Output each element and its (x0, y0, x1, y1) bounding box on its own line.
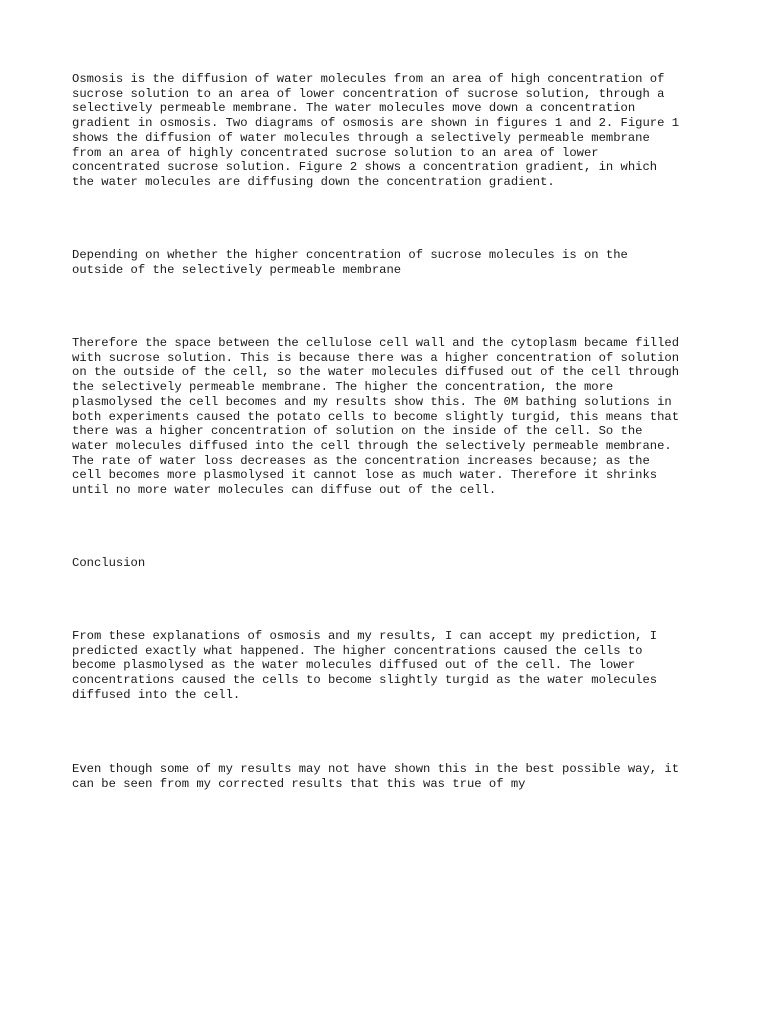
results-explanation-paragraph: Therefore the space between the cellulose cell wall and the cytoplasm became filled with sucrose solution. This is because there was a higher concentration of solution on the outside of the cell, so the water molecules diffused out of the cell through the selectively permeable membrane. The higher the concentration, the more plasmolysed the cell becomes and my results show this. The 0M bathing solutions in both experiments caused the potato cells to become slightly turgid, this means that there was a higher concentration of solution on the inside of the cell. So the water molecules diffused into the cell through the selectively permeable membrane. The rate of water loss decreases as the concentration increases because; as the cell becomes more plasmolysed it cannot lose as much water. Therefore it shrinks until no more water molecules can diffuse out of the cell. (72, 336, 680, 498)
concentration-dependency-paragraph: Depending on whether the higher concentration of sucrose molecules is on the outside of the selectively permeable membrane (72, 248, 628, 277)
conclusion-heading: Conclusion (72, 556, 146, 570)
conclusion-paragraph: From these explanations of osmosis and my results, I can accept my prediction, I predicted exactly what happened. The higher concentrations caused the cells to become plasmolysed as the water molecules diffused out of the cell. The lower concentrations caused the cells to become slightly turgid as the water molecules diffused into the cell. (72, 629, 658, 702)
osmosis-definition-paragraph: Osmosis is the diffusion of water molecules from an area of high concentration of sucrose solution to an area of lower concentration of sucrose solution, through a selectively permeable membrane. The water molecules move down a concentration gradient in osmosis. Two diagrams of osmosis are shown in figures 1 and 2. Figure 1 shows the diffusion of water molecules through a selectively permeable membrane from an area of highly concentrated sucrose solution to an area of lower concentrated sucrose solution. Figure 2 shows a concentration gradient, in which the water molecules are diffusing down the concentration gradient. (72, 72, 680, 189)
evaluation-paragraph: Even though some of my results may not have shown this in the best possible way, it can be seen from my corrected results that this was true of my (72, 762, 680, 791)
